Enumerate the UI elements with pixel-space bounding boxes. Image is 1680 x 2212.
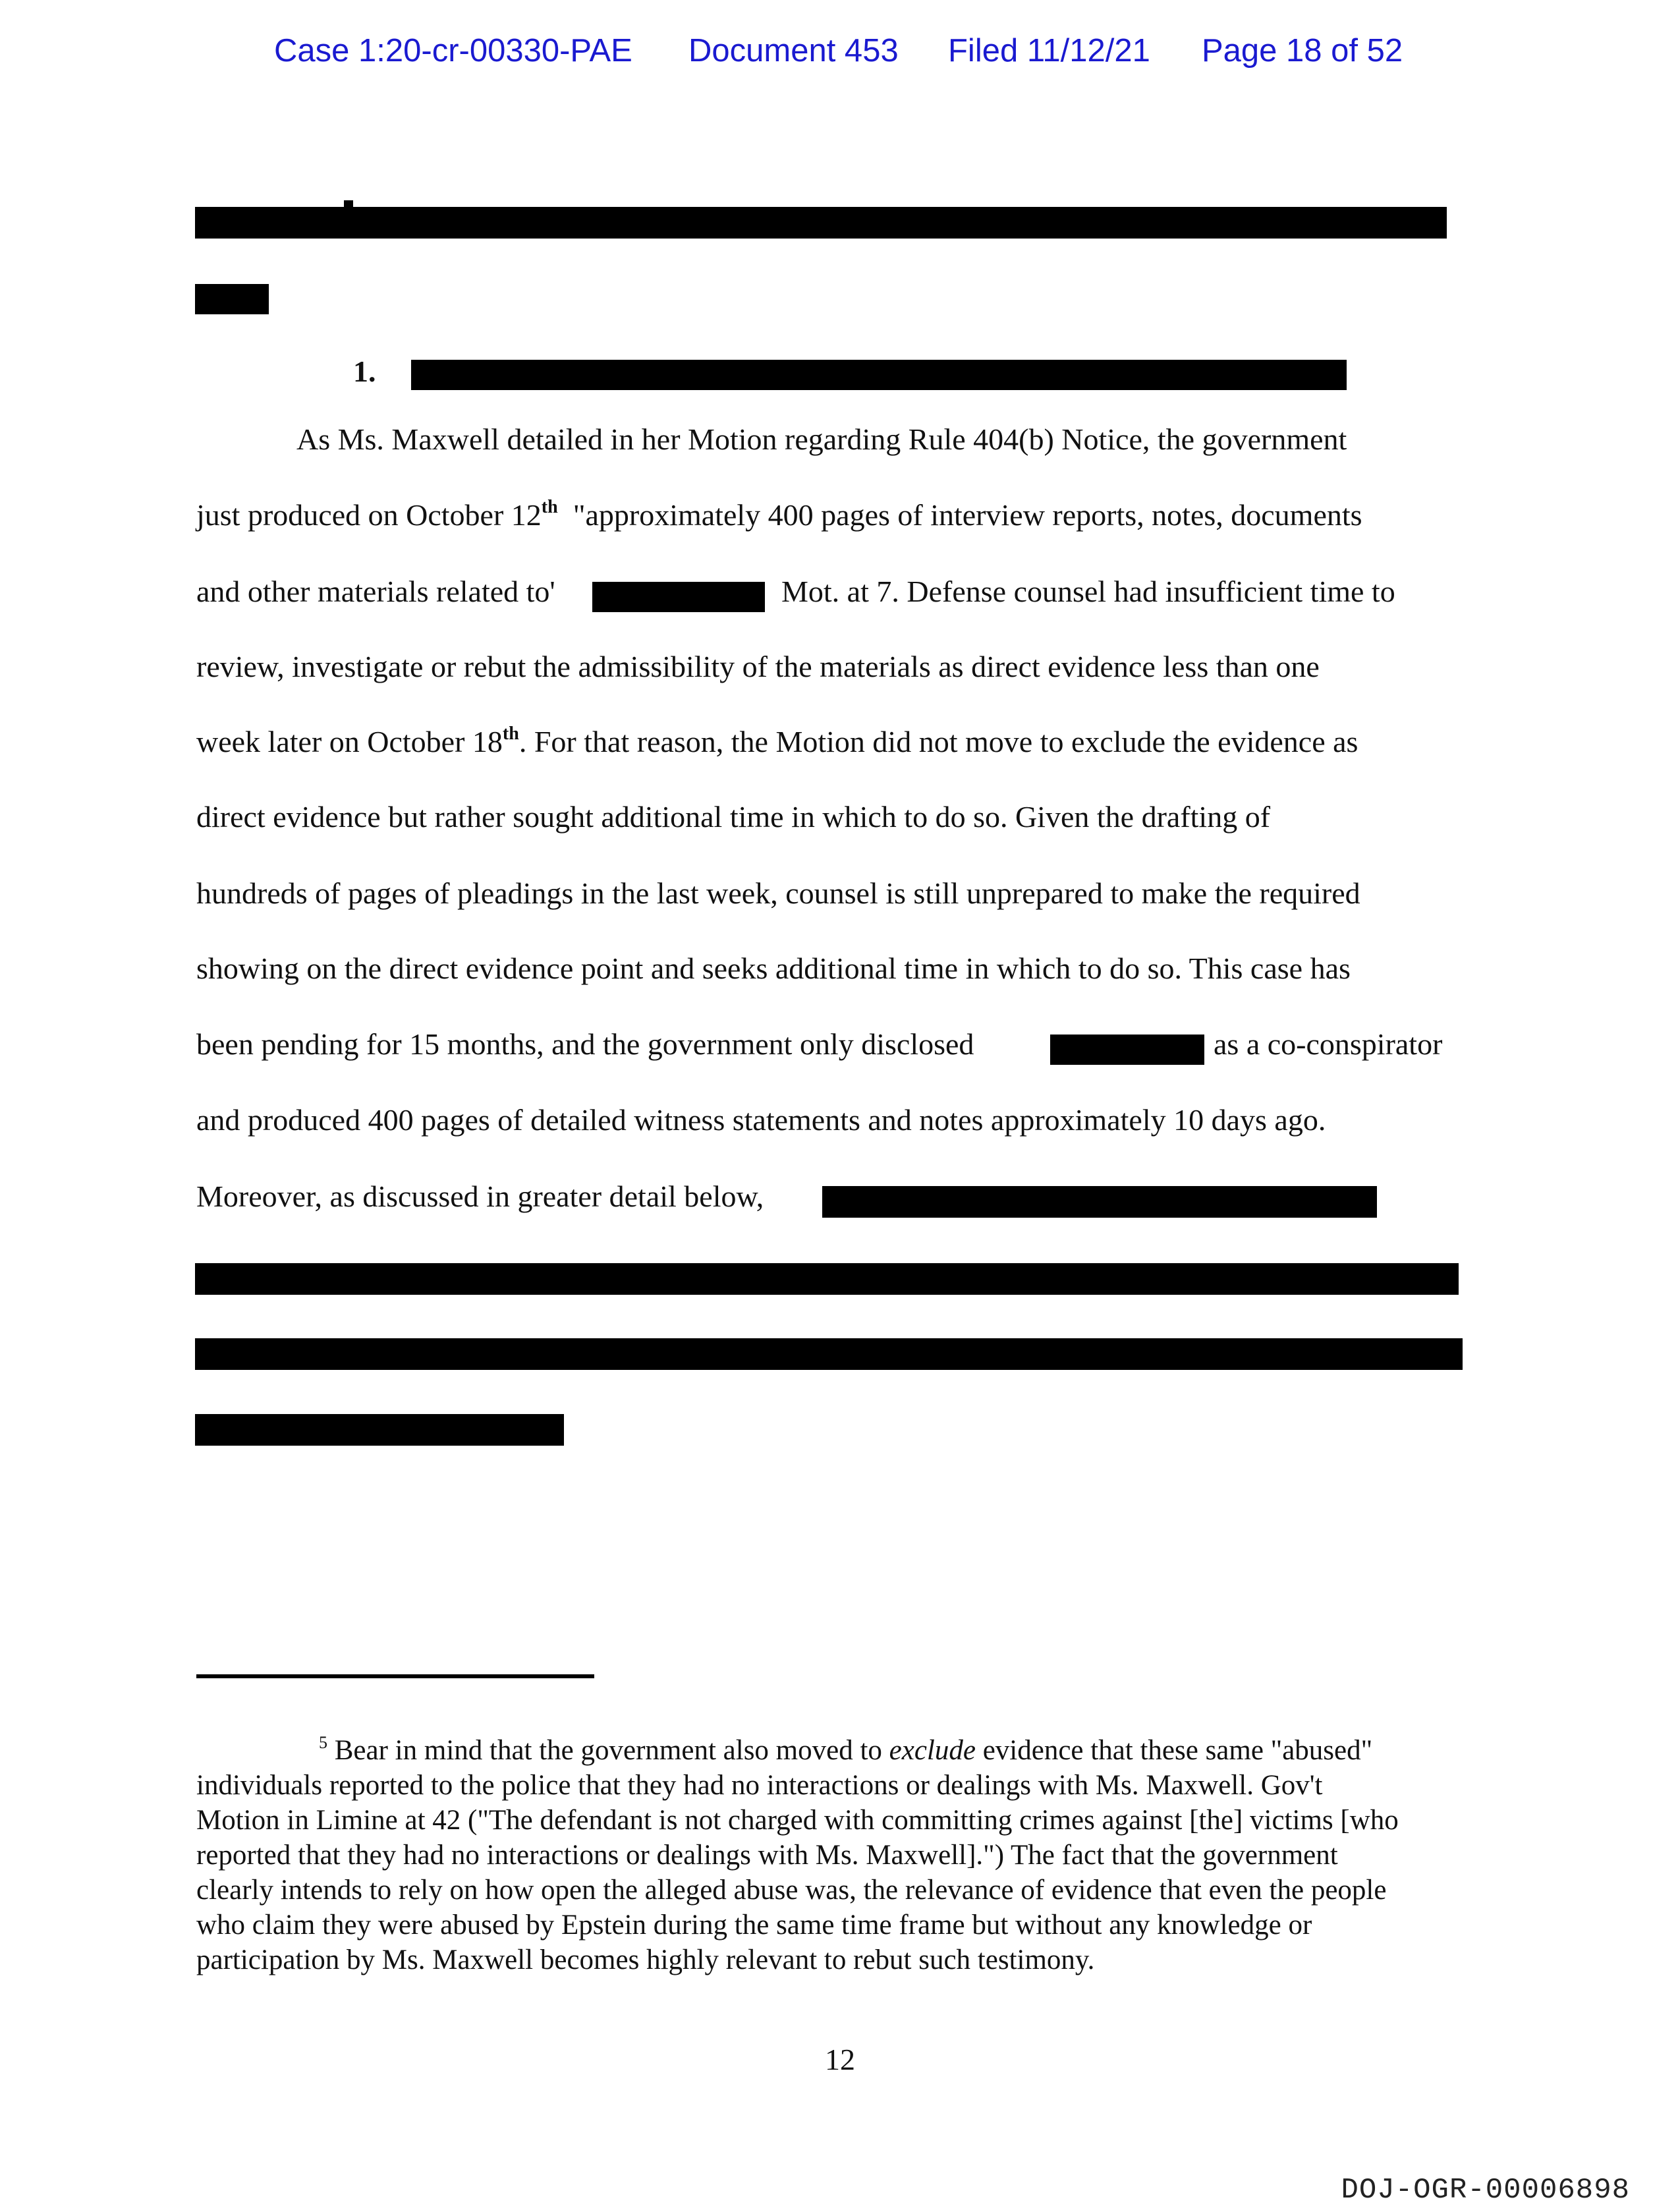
body-text: Moreover, as discussed in greater detail below, [196, 1179, 764, 1213]
footnote-line-3 [196, 1803, 1399, 1838]
body-line-6 [196, 797, 1270, 837]
body-text: week later on October 18 [196, 725, 503, 758]
body-text: been pending for 15 months, and the government only disclosed [196, 1027, 974, 1061]
footnote-text: evidence that these same "abused" [975, 1735, 1373, 1766]
footnote-text: Bear in mind that the government also moved to [334, 1735, 889, 1766]
body-text: As Ms. Maxwell detailed in her Motion regarding Rule 404(b) Notice, the government [296, 422, 1347, 456]
redaction-line [195, 1338, 1463, 1370]
footnote-text: Motion in Limine at 42 ("The defendant is not charged with committing crimes against [the] victims [who [196, 1805, 1399, 1836]
redaction-heading-line-2 [195, 284, 269, 314]
footnote-emphasis: exclude [889, 1735, 976, 1766]
body-line-9-continued [1214, 1025, 1442, 1064]
body-line-3-continued [781, 572, 1395, 611]
body-text: showing on the direct evidence point and seeks additional time in which to do so. This case has [196, 951, 1351, 985]
header-document-number: Document 453 [688, 33, 899, 69]
body-text: and other materials related to' [196, 575, 555, 608]
superscript: th [502, 723, 519, 744]
footnote-line-7 [196, 1943, 1094, 1978]
redaction-inline [1050, 1035, 1204, 1065]
body-text: . For that reason, the Motion did not move to exclude the evidence as [518, 725, 1358, 758]
body-text: review, investigate or rebut the admissibility of the materials as direct evidence less than one [196, 650, 1320, 683]
body-line-10 [196, 1100, 1326, 1140]
footnote-line-5 [196, 1873, 1386, 1908]
footnote-marker: 5 [319, 1733, 327, 1752]
footnote-line-2 [196, 1768, 1322, 1803]
body-text: hundreds of pages of pleadings in the last week, counsel is still unprepared to make the required [196, 876, 1360, 910]
body-line-2 [196, 496, 1362, 535]
redaction-line [195, 1414, 564, 1446]
superscript: th [541, 497, 558, 517]
body-text: "approximately 400 pages of interview reports, notes, documents [573, 498, 1362, 532]
footnote-text: clearly intends to rely on how open the alleged abuse was, the relevance of evidence that even the people [196, 1875, 1387, 1906]
bates-number: DOJ-OGR-00006898 [1341, 2174, 1630, 2207]
body-text: Mot. at 7. Defense counsel had insufficient time to [781, 575, 1395, 608]
redaction-inline [592, 582, 765, 612]
body-line-1 [296, 420, 1347, 459]
body-text: just produced on October 12 [196, 498, 542, 532]
body-line-3 [196, 572, 555, 611]
footnote-line-6 [196, 1908, 1312, 1943]
body-line-5 [196, 722, 1358, 762]
body-line-11 [196, 1177, 764, 1216]
body-line-9 [196, 1025, 974, 1064]
header-case-number: Case 1:20-cr-00330-PAE [274, 33, 632, 69]
header-filed-date: Filed 11/12/21 [948, 33, 1150, 69]
redaction-inline [822, 1186, 1377, 1218]
subheading-number: 1. [353, 354, 376, 388]
body-text: and produced 400 pages of detailed witness statements and notes approximately 10 days ago. [196, 1103, 1326, 1137]
body-line-4 [196, 647, 1320, 687]
body-text: direct evidence but rather sought additional time in which to do so. Given the drafting of [196, 800, 1271, 834]
footnote-text: who claim they were abused by Epstein during the same time frame but without any knowledge or [196, 1910, 1312, 1941]
page-number: 12 [825, 2043, 855, 2076]
footnote-text: individuals reported to the police that they had no interactions or dealings with Ms. Maxwell. Gov't [196, 1770, 1323, 1801]
footnote-text: reported that they had no interactions or dealings with Ms. Maxwell].") The fact that the government [196, 1840, 1338, 1871]
redaction-heading-line-1 [195, 207, 1447, 239]
footnote-line-4 [196, 1838, 1338, 1873]
header-page-count: Page 18 of 52 [1202, 33, 1403, 69]
footnote-line-1 [319, 1733, 1372, 1769]
footnote-separator [196, 1674, 594, 1678]
body-text: as a co-conspirator [1214, 1027, 1443, 1061]
footnote-text: participation by Ms. Maxwell becomes highly relevant to rebut such testimony. [196, 1944, 1095, 1975]
redaction-subheading-title [411, 360, 1347, 390]
body-line-8 [196, 949, 1351, 988]
redaction-line [195, 1263, 1459, 1295]
body-line-7 [196, 874, 1360, 913]
